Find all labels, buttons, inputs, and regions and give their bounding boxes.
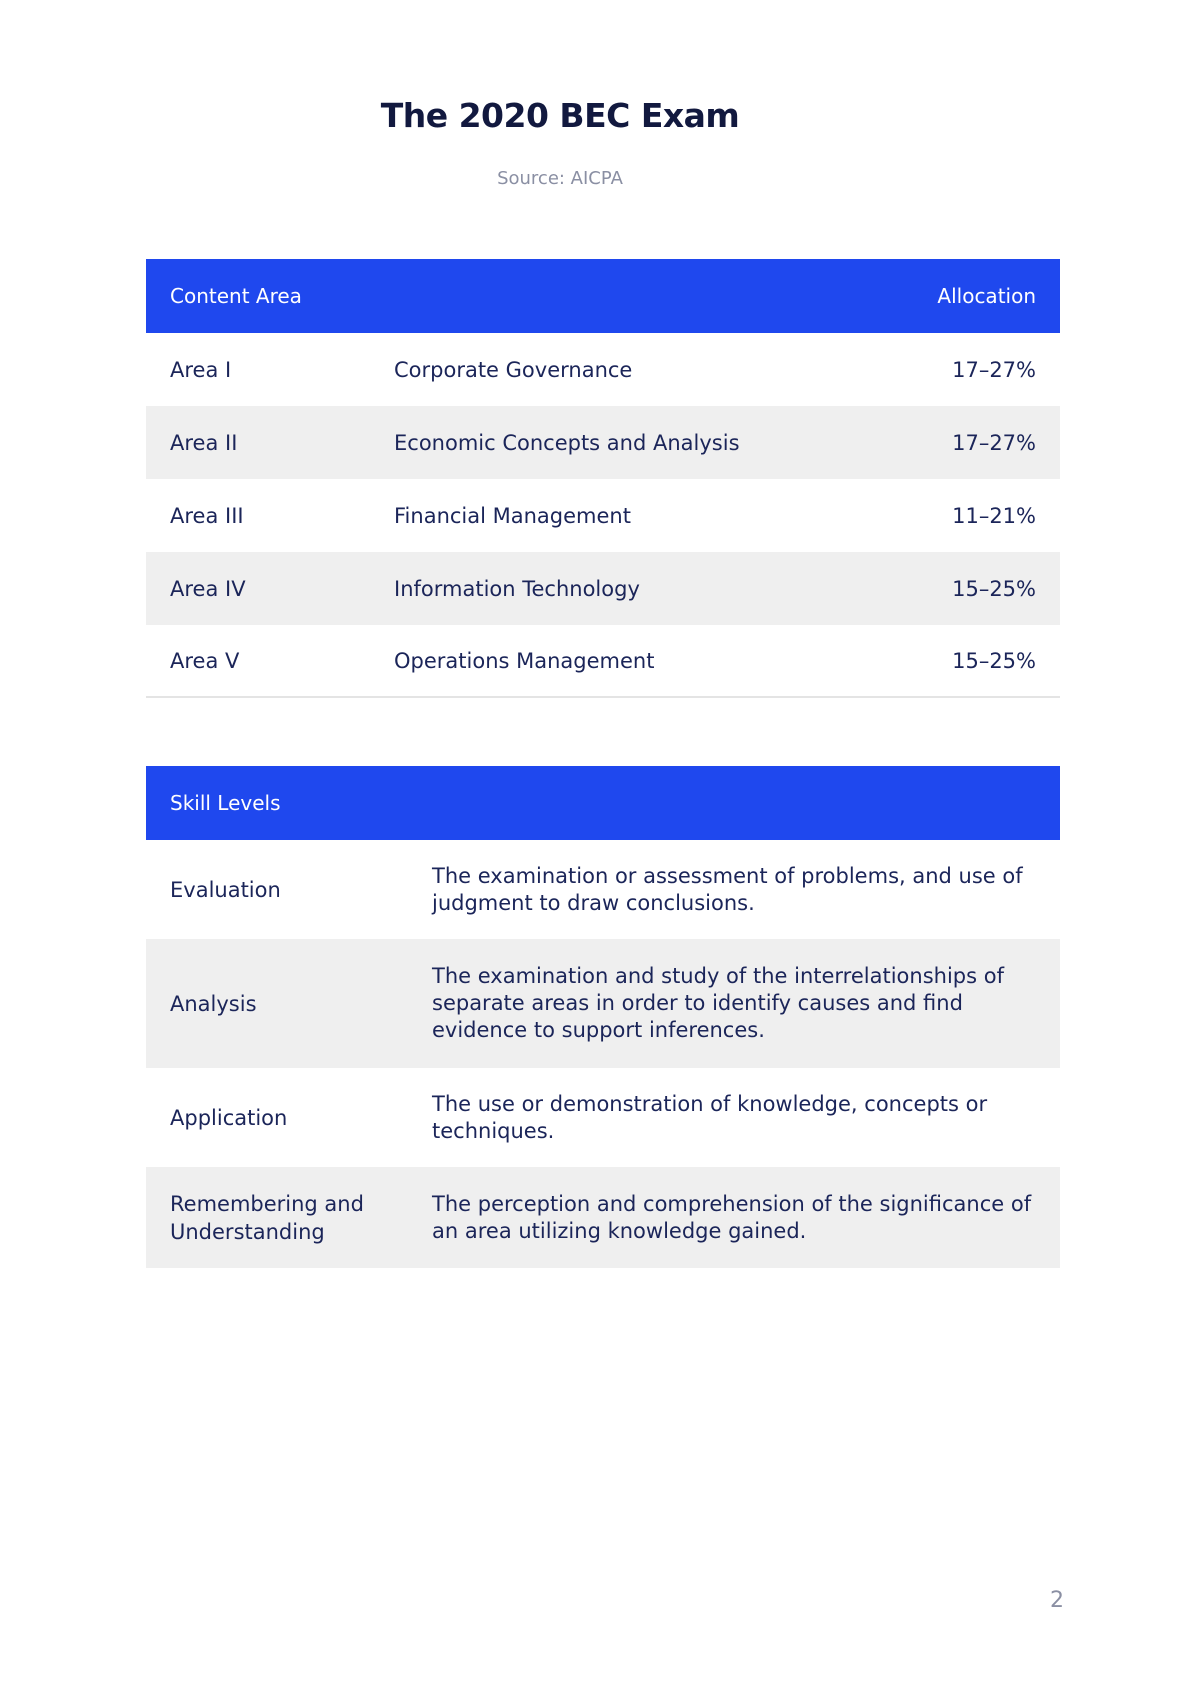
area-allocation: 11–21% bbox=[952, 503, 1036, 528]
skill-description: The examination and study of the interrelationships of separate areas in order to identify causes and find evidence to support inferences. bbox=[432, 964, 1004, 1042]
area-allocation: 15–25% bbox=[952, 648, 1036, 673]
area-name: Corporate Governance bbox=[394, 357, 633, 382]
table-row bbox=[146, 840, 1060, 939]
table-row bbox=[146, 939, 1060, 1068]
area-name: Economic Concepts and Analysis bbox=[394, 430, 740, 455]
skill-name: Application bbox=[170, 1105, 288, 1130]
skill-name: Remembering and Understanding bbox=[170, 1191, 364, 1244]
page-number: 2 bbox=[1050, 1588, 1064, 1613]
table-row bbox=[146, 406, 1060, 479]
header-skill-levels: Skill Levels bbox=[170, 791, 281, 815]
skill-levels-table bbox=[146, 766, 1060, 1268]
area-label: Area IV bbox=[170, 576, 246, 601]
source-note: Source: AICPA bbox=[497, 168, 623, 189]
content-table-header bbox=[146, 259, 1060, 333]
skill-name: Analysis bbox=[170, 991, 257, 1016]
table-row bbox=[146, 625, 1060, 698]
page-title: The 2020 BEC Exam bbox=[380, 96, 740, 135]
area-allocation: 15–25% bbox=[952, 576, 1036, 601]
table-row bbox=[146, 479, 1060, 552]
area-allocation: 17–27% bbox=[952, 430, 1036, 455]
table-row bbox=[146, 552, 1060, 625]
skill-description: The examination or assessment of problems, and use of judgment to draw conclusions. bbox=[432, 863, 1023, 915]
area-label: Area I bbox=[170, 357, 232, 382]
area-name: Operations Management bbox=[394, 648, 655, 673]
area-name: Financial Management bbox=[394, 503, 631, 528]
area-label: Area III bbox=[170, 503, 244, 528]
area-allocation: 17–27% bbox=[952, 357, 1036, 382]
area-label: Area II bbox=[170, 430, 238, 455]
area-label: Area V bbox=[170, 648, 240, 673]
table-row bbox=[146, 333, 1060, 406]
skills-table-header bbox=[146, 766, 1060, 840]
table-row bbox=[146, 1167, 1060, 1268]
skill-description: The perception and comprehension of the significance of an area utilizing knowledge gained. bbox=[432, 1191, 1032, 1243]
skill-description: The use or demonstration of knowledge, concepts or techniques. bbox=[432, 1091, 988, 1143]
skill-name: Evaluation bbox=[170, 877, 281, 902]
header-content-area: Content Area bbox=[170, 284, 302, 308]
content-area-table bbox=[146, 259, 1060, 698]
table-row bbox=[146, 1068, 1060, 1167]
area-name: Information Technology bbox=[394, 576, 640, 601]
header-allocation: Allocation bbox=[937, 284, 1036, 308]
